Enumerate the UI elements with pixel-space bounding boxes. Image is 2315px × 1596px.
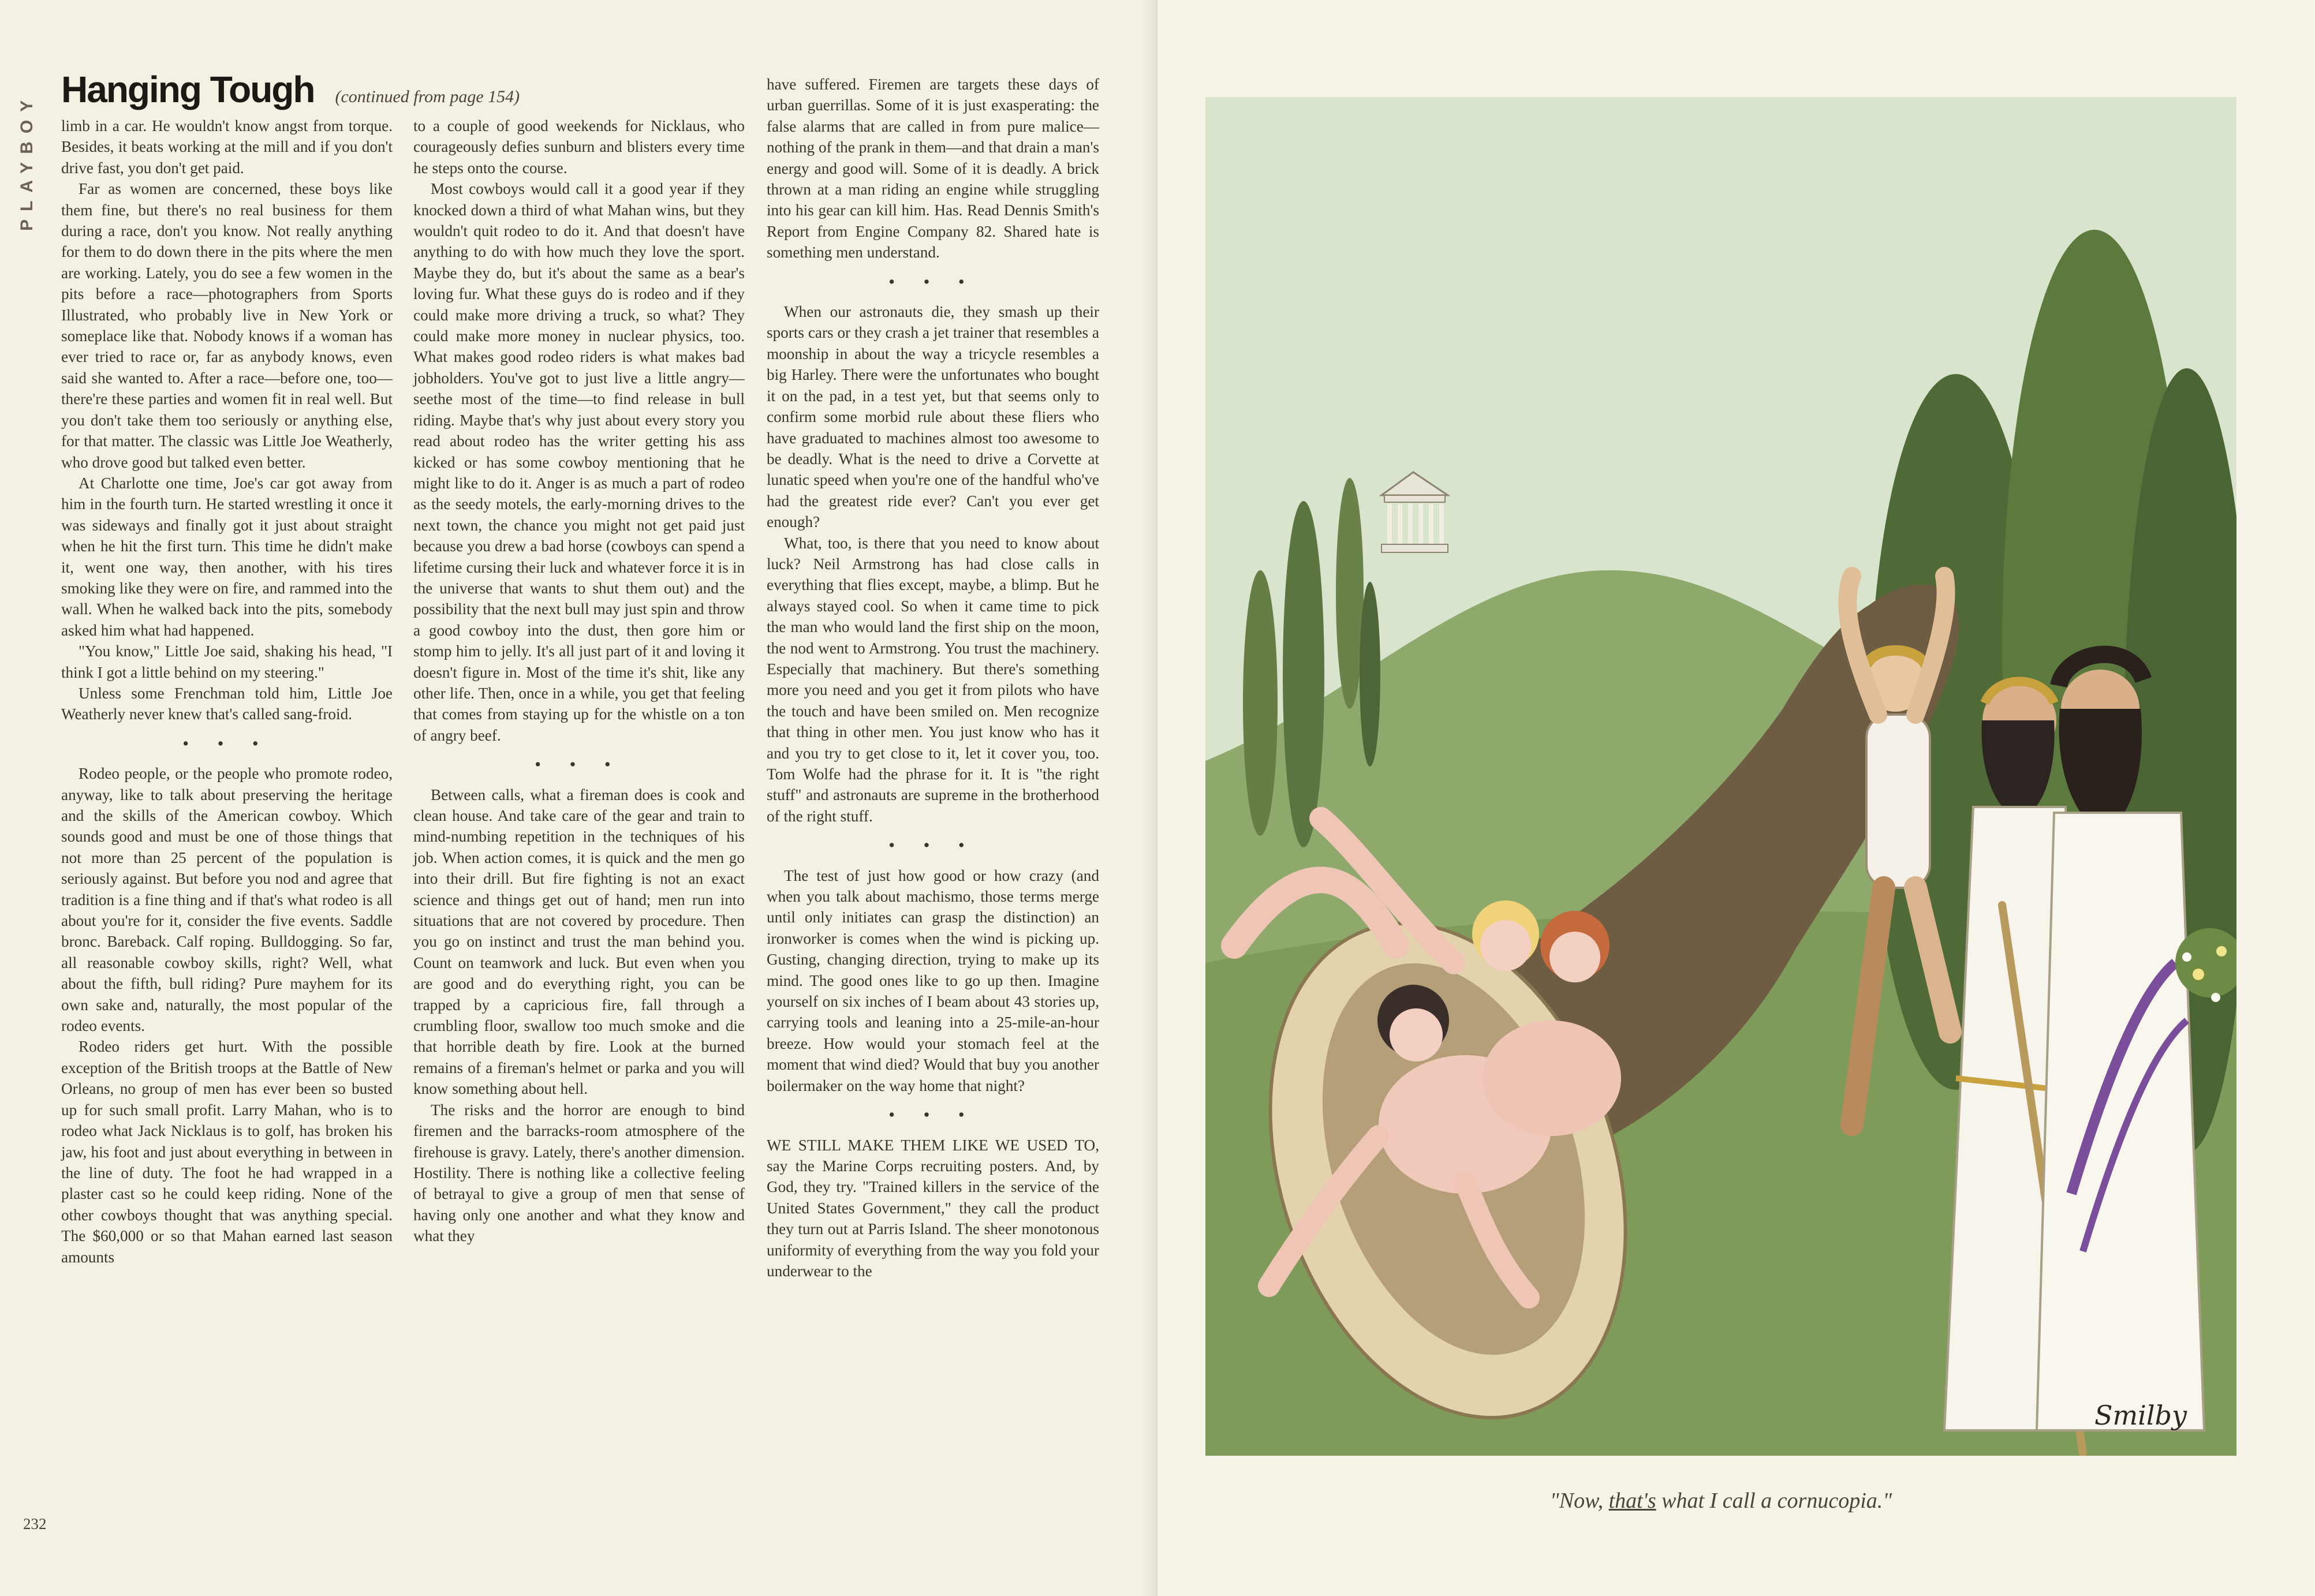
cypress-tree	[1243, 570, 1278, 836]
article-title: Hanging Tough	[61, 69, 315, 110]
continuation-note: (continued from page 154)	[335, 87, 520, 106]
cypress-tree	[1336, 478, 1364, 709]
paragraph: Rodeo people, or the people who promote rodeo, anyway, like to talk about preserving the heritage and the skills of the American cowboy. Which sounds good and must be one of those things that not more than 25 percent of the population is seriously against. But before you nod and agree that tradition is a fine thing and if that's what rodeo is all about you're for it, consider the five events. Saddle bronc. Bareback. Calf roping. Bulldogging. So far, all reasonable cowboy skills, right? Well, what about the fifth, bull riding? Pure mayhem for its own sake and, naturally, the most popular of the rodeo events.	[61, 765, 393, 1035]
caption-emphasis: that's	[1608, 1489, 1656, 1513]
paragraph: Between calls, what a fireman does is cook and clean house. And take care of the gear and train to mind-numbing repetition in the techniques of his job. When action comes, it is quick and the men go into their drill. But fire fighting is not an exact science and things get out of hand; men run into situations that are not covered by procedure. Then you go on instinct and trust the man behind you. Count on teamwork and luck. But even when you are good and do everything right, you can be trapped by a capricious fire, fall through a crumbling floor, swallow too much smoke and die that horrible death by fire. Look at the burned remains of a fireman's helmet or parka and you will know something about hell.	[413, 786, 745, 1098]
section-break: • • •	[888, 836, 977, 854]
paragraph: Most cowboys would call it a good year if they knocked down a third of what Mahan wins, but they wouldn't quit rodeo to do it. And that doesn't have anything to do with how much they love the sport. Maybe they do, but it's about the same as a bear's loving fur. What these guys do is rodeo and if they could make more driving a truck, so what? They could make more money in nuclear physics, too. What makes good rodeo riders is what makes bad jobholders. You've got to just live a little angry—seethe most of the time—to find release in bull riding. Maybe that's why just about every story you read about rodeo has the writer getting his ass kicked or has some cowboy mentioning that he might like to do it. Anger is as much a part of rodeo as the seedy motels, the early-morning drives to the next town, the chance you might not get paid just because you drew a bad horse (cowboys can spend a lifetime cursing their luck and whatever force it is in the universe that wants to shut them out) and the possibility that the next bull may just spin and throw a good cowboy into the dust, then gore him or stomp him to jelly. It's all just part of it and loving it doesn't figure in. Most of the time it's shit, like any other life. Then, once in a while, you get that feeling that comes from staying up for the whistle on a ton of angry beef.	[413, 180, 745, 744]
section-break: • • •	[182, 734, 271, 752]
caption-text-start: "Now,	[1549, 1489, 1609, 1513]
paragraph: "You know," Little Joe said, shaking his head, "I think I got a little behind on my steering."	[61, 642, 393, 681]
section-break: • • •	[888, 272, 977, 290]
paragraph: have suffered. Firemen are targets these days of urban guerrillas. Some of it is just exasperating: the false alarms that are called in from pure malice—nothing of the prank in them—and that drain a man's energy and good will. Some of it is deadly. A brick thrown at a man riding an engine while struggling into his gear can kill him. Has. Read Dennis Smith's Report from Engine Company 82. Shared hate is something men understand.	[767, 76, 1099, 261]
paragraph: limb in a car. He wouldn't know angst from torque. Besides, it beats working at the mill and if you don't drive fast, you don't get paid.	[61, 117, 393, 177]
paragraph: The risks and the horror are enough to bind firemen and the barracks-room atmosphere of the firehouse is gravy. Lately, there's another dimension. Hostility. There is nothing like a collective feeling of betrayal to give a group of men that sense of having only one another and what they know and what they	[413, 1101, 745, 1245]
section-break: • • •	[888, 1106, 977, 1124]
paragraph: At Charlotte one time, Joe's car got away from him in the fourth turn. He started wrestling it once it was sideways and finally got it just about straight when he hit the first turn. This time he didn't make it, went one way, then another, with his tires smoking like they were on fire, and rammed into the wall. When he walked back into the pits, somebody asked him what had happened.	[61, 474, 393, 639]
cypress-tree	[1283, 501, 1324, 847]
paragraph: to a couple of good weekends for Nicklaus, who courageously defies sunburn and blisters every time he steps onto the course.	[413, 117, 745, 177]
paragraph: Far as women are concerned, these boys like them fine, but there's no real business for them during a race, don't you know. Not really anything for them to do down there in the pits where the men are working. Lately, you do see a few women in the pits before a race—photographers from Sports Illustrated, who probably live in New York or someplace like that. Nobody knows if a woman has ever tried to race or, far as anybody knows, even said she wanted to. After a race—before one, too—there're these parties and women fit in real well. But you don't take them too seriously or anything else, for that matter. The classic was Little Joe Weatherly, who drove good but talked even better.	[61, 180, 393, 471]
text-column-2	[413, 115, 745, 1247]
magazine-name: PLAYBOY	[17, 92, 36, 231]
paragraph: When our astronauts die, they smash up their sports cars or they crash a jet trainer that resembles a moonship in about the way a tricycle resembles a big Harley. There were the unfortunates who bought it on the pad, in a test yet, but that seems only to confirm some morbid rule about these fliers who have graduated to machines almost too awesome to be deadly. What is the need to drive a Corvette at lunatic speed when you're one of the handful who've had the greatest ride ever? Can't you ever get enough?	[767, 303, 1099, 531]
cartoon-caption	[1205, 1488, 2236, 1513]
cypress-tree	[1360, 582, 1380, 767]
article-headline	[61, 68, 520, 111]
text-column-3	[767, 74, 1099, 1281]
paragraph: Unless some Frenchman told him, Little Joe Weatherly never knew that's called sang-froid.	[61, 684, 393, 723]
paragraph: The test of just how good or how crazy (and when you talk about machismo, those terms merge until only initiates can grasp the distinction) an ironworker is comes when the wind is picking up. Gusting, changing direction, trying to make up its mind. The good ones like to go up then. Imagine yourself on six inches of I beam about 43 stories up, carrying tools and leaning into a 25-mile-an-hour breeze. How would your stomach feel at the moment that wind died? Would that buy you another boilermaker on the way home that night?	[767, 866, 1099, 1094]
paragraph: Rodeo riders get hurt. With the possible exception of the British troops at the Battle of New Orleans, no group of men has ever been so busted up for such small profit. Larry Mahan, who is to rodeo what Jack Nicklaus is to golf, has broken his jaw, his foot and just about everything in between in the line of duty. The foot he had wrapped in a plaster cast so he could keep riding. None of the other cowboys thought that was anything special. The $60,000 or so that Mahan earned last season amounts	[61, 1038, 393, 1266]
page-number-left: 232	[23, 1515, 47, 1533]
artist-signature: Smilby	[2094, 1400, 2187, 1431]
left-page	[0, 0, 1155, 1596]
paragraph: What, too, is there that you need to know about luck? Neil Armstrong has had close calls in everything that flies except, maybe, a blimp. But he always stayed cool. So when it came time to pick the man who would land the first ship on the moon, the nod went to Armstrong. You trust the machinery. Especially that machinery. But there's something more you need and you get it from pilots who have the touch and have been smiled on. Men recognize that thing in other men. You just know who has it and you try to get close to it, let it cover you, too. Tom Wolfe had the phrase for it. It is "the right stuff" and astronauts are supreme in the brotherhood of the right stuff.	[767, 534, 1099, 825]
paragraph: WE STILL MAKE THEM LIKE WE USED TO, say the Marine Corps recruiting posters. And, by God, they try. "Trained killers in the service of the United States Government," they call the product they turn out at Parris Island. The sheer monotonous uniformity of everything from the way you fold your underwear to the	[767, 1136, 1099, 1280]
text-column-1	[61, 115, 393, 1268]
cartoon-illustration	[1205, 97, 2236, 1456]
caption-text-end: what I call a cornucopia."	[1656, 1489, 1892, 1513]
section-break: • • •	[535, 756, 623, 773]
cartoon-drawing	[1205, 97, 2236, 1456]
